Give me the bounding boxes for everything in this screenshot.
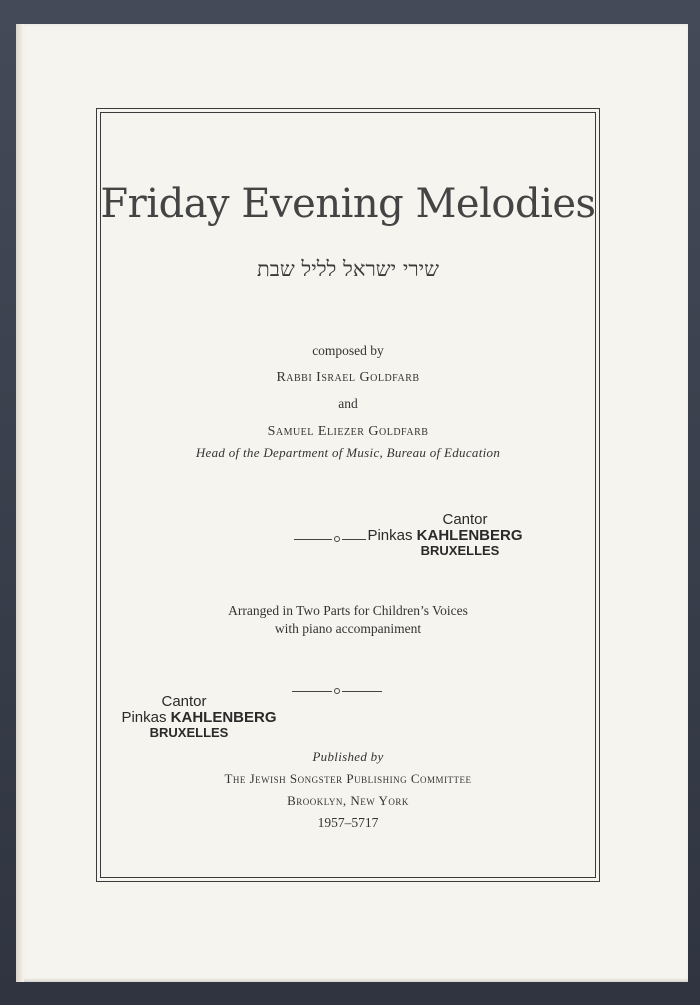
publication-year: 1957–5717: [317, 815, 379, 830]
stamp-line-2-prefix: Pinkas: [367, 526, 413, 544]
composer-2: Samuel Eliezer Goldfarb: [267, 424, 429, 439]
page-gutter: [16, 24, 24, 982]
arranged-line-2: with piano accompaniment: [274, 621, 422, 636]
stamp-line-3: BRUXELLES: [420, 542, 500, 558]
page-border: [96, 108, 600, 882]
stamp-line-3: BRUXELLES: [149, 724, 229, 740]
owner-stamp: [114, 694, 284, 739]
publisher-location: Brooklyn, New York: [287, 793, 409, 808]
published-by-label: Published by: [312, 749, 384, 764]
stamp-line-2-name: KAHLENBERG: [416, 526, 523, 544]
stamp-line-1: Cantor: [442, 511, 488, 528]
composer-2-role: Head of the Department of Music, Bureau of Education: [195, 445, 501, 460]
ornament-divider: [292, 685, 382, 697]
title-block: [97, 109, 599, 881]
stamp-ornament: [294, 533, 366, 545]
and-label: and: [338, 396, 358, 411]
stamp-line-2-prefix: Pinkas: [121, 708, 167, 726]
composer-1: Rabbi Israel Goldfarb: [276, 370, 420, 385]
composed-by-label: composed by: [312, 343, 384, 358]
arranged-line-1: Arranged in Two Parts for Children’s Voices: [228, 603, 468, 618]
hebrew-title: שירי ישראל לליל שבת: [256, 257, 440, 281]
stamp-line-2-name: KAHLENBERG: [170, 708, 277, 726]
book-title: Friday Evening Melodies: [100, 181, 596, 227]
title-page: [16, 24, 688, 982]
stamp-line-1: Cantor: [161, 693, 207, 710]
publisher-name: The Jewish Songster Publishing Committee: [224, 771, 472, 786]
owner-stamp: [360, 512, 530, 557]
